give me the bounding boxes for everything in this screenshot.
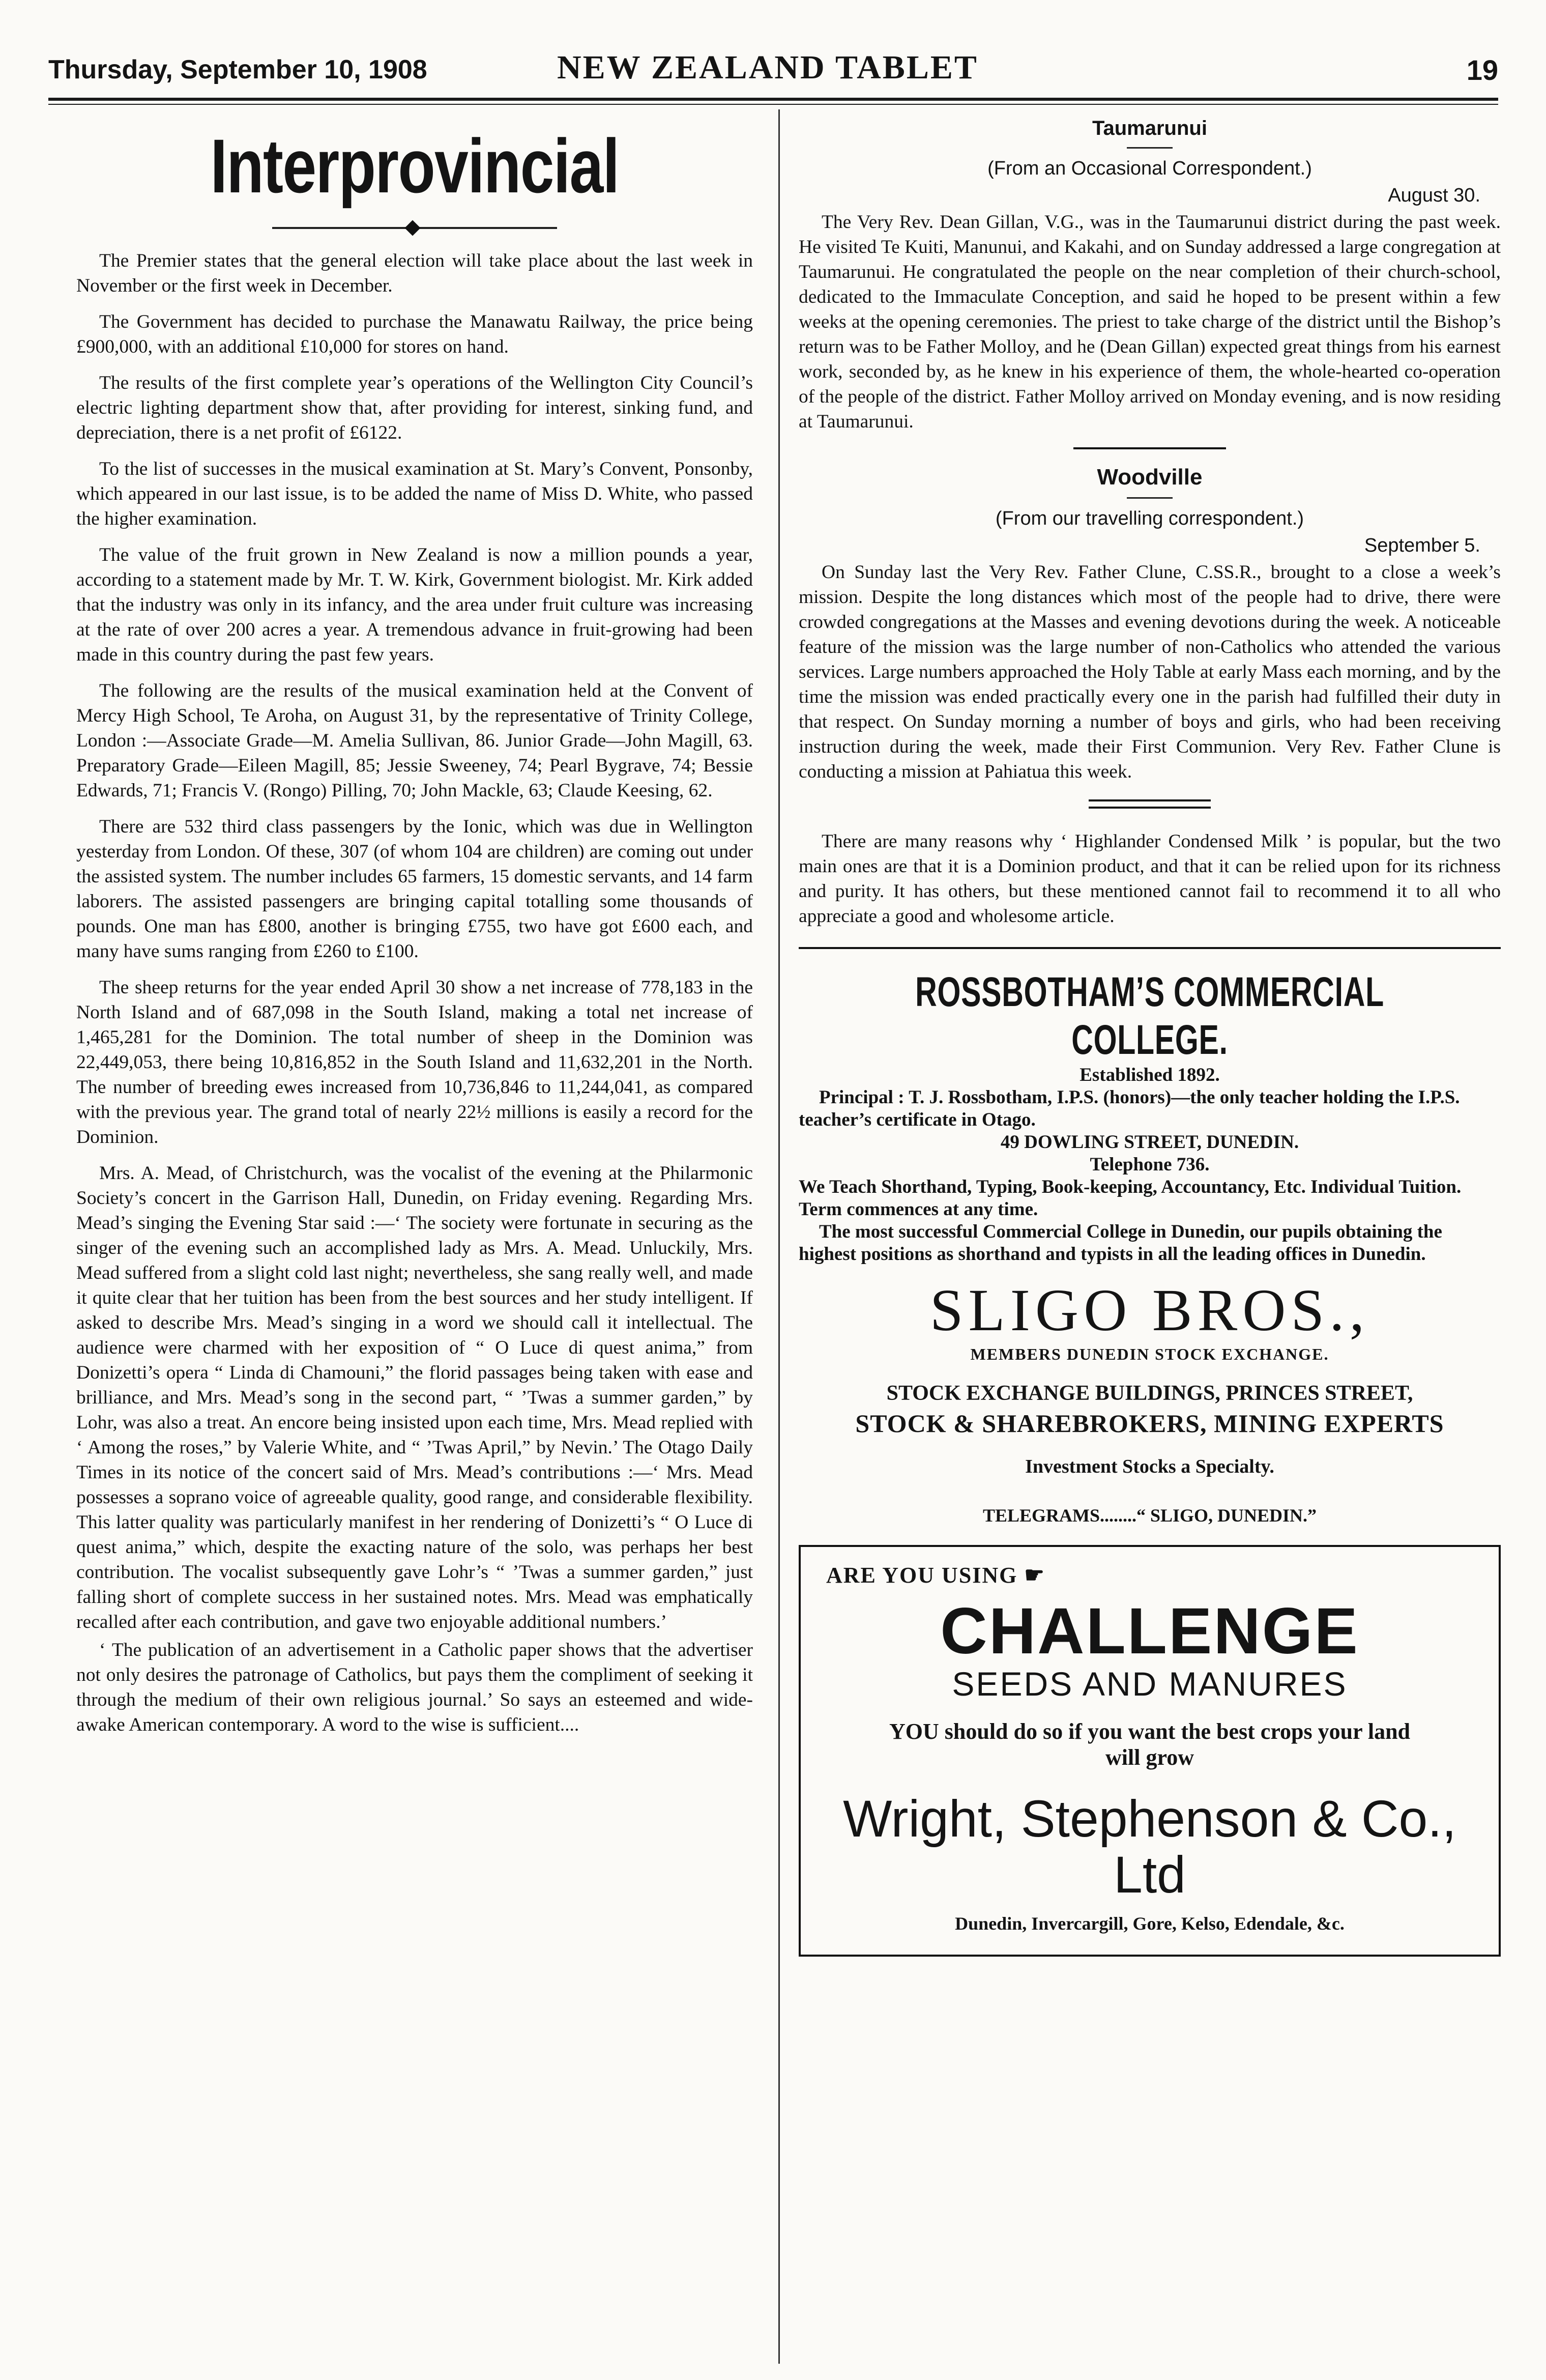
- header-rule: [48, 98, 1498, 101]
- challenge-tagline: YOU should do so if you want the best crops your land: [889, 1719, 1411, 1744]
- news-paragraph: The Government has decided to purchase the Manawatu Railway, the price being £900,000, with an additional £10,000 for stores on hand.: [76, 311, 753, 357]
- header-date: Thursday, September 10, 1908: [48, 55, 427, 84]
- college-established: Established 1892.: [1080, 1065, 1220, 1085]
- ornamental-rule: [272, 220, 557, 236]
- dateline: August 30.: [1388, 185, 1480, 206]
- news-paragraph: The results of the first complete year’s operations of the Wellington City Council’s electric lighting department show that, after providing for interest, sinking fund, and depreciation, there is a net profit of £6122.: [76, 372, 753, 443]
- news-paragraph: On Sunday last the Very Rev. Father Clune, C.SS.R., brought to a close a week’s mission. Despite the long distances which most of the people had to drive, there were crowded congregations at the Masses and evening devotions during the week. A noticeable feature of the mission was the large number of non-Catholics who attended the various services. Large numbers approached the Holy Table at early Mass each morning, and by the time the mission was ended practically every one in the parish had fulfilled their duty in that respect. On Sunday morning a number of boys and girls, who had been receiving instruction during the week, made their First Communion. Very Rev. Father Clune is conducting a mission at Pahiatua this week.: [799, 562, 1501, 782]
- diamond-ornament-icon: [404, 220, 420, 236]
- challenge-locations: Dunedin, Invercargill, Gore, Kelso, Edendale, &c.: [955, 1913, 1345, 1934]
- college-telephone: Telephone 736.: [1090, 1154, 1210, 1175]
- header-rule-thin: [48, 104, 1498, 105]
- short-rule: [1127, 497, 1173, 499]
- correspondent-line: (From an Occasional Correspondent.): [987, 158, 1312, 179]
- page-header: [48, 48, 1498, 94]
- page-number: 19: [1466, 54, 1498, 86]
- sligo-telegrams: TELEGRAMS........“ SLIGO, DUNEDIN.”: [982, 1505, 1317, 1526]
- news-paragraph: The Premier states that the general election will take place about the last week in November or the first week in December.: [76, 250, 753, 296]
- correspondent-line: (From our travelling correspondent.): [995, 508, 1304, 529]
- challenge-advert: [799, 1545, 1501, 1957]
- sligo-investment: Investment Stocks a Specialty.: [1025, 1456, 1274, 1477]
- news-paragraph: The following are the results of the musical examination held at the Convent of Mercy High School, Te Aroha, on August 31, by the representative of Trinity College, London :—Associate Grade—M. Amelia Sullivan, 86. Junior Grade—John Magill, 63. Preparatory Grade—Eileen Magill, 85; Jessie Sweeney, 74; Pearl Bygrave, 74; Bessie Edwards, 71; Francis V. (Rongo) Pilling, 70; John Mackle, 63; Claude Keesing, 62.: [76, 680, 753, 801]
- section-title-taumarunui: Taumarunui: [1092, 117, 1207, 139]
- news-paragraph: There are 532 third class passengers by the Ionic, which was due in Wellington yesterday from London. Of these, 307 (of whom 104 are children) are coming out under the assisted system. The number includes 65 farmers, 15 domestic servants, and 14 farm laborers. The assisted passengers are bringing capital totalling some thousands of pounds. One man has £800, another is bringing £755, two have got £600 each, and many have sums ranging from £260 to £100.: [76, 816, 753, 962]
- sligo-ad-title: SLIGO BROS.,: [929, 1277, 1370, 1343]
- challenge-question: ARE YOU USING ☛: [826, 1563, 1045, 1588]
- challenge-products: SEEDS AND MANURES: [952, 1665, 1348, 1703]
- news-paragraph: The value of the fruit grown in New Zealand is now a million pounds a year, according to a statement made by Mr. T. W. Kirk, Government biologist. Mr. Kirk added that the industry was only in its infancy, and the area under fruit culture was increasing at the rate of over 200 acres a year. A tremendous advance in fruit-growing had been made in this country during the past few years.: [76, 544, 753, 665]
- sligo-buildings: STOCK EXCHANGE BUILDINGS, PRINCES STREET,: [886, 1382, 1413, 1405]
- college-address: 49 DOWLING STREET, DUNEDIN.: [1000, 1132, 1299, 1153]
- news-paragraph: ‘ The publication of an advertisement in a Catholic paper shows that the advertiser not only desires the patronage of Catholics, but pays them the compliment of seeking it through the medium of their own religious journal.’ So says an esteemed and wide-awake American contemporary. A word to the wise is sufficient....: [76, 1640, 753, 1735]
- short-rule: [1127, 147, 1173, 149]
- double-rule: [1089, 799, 1211, 809]
- college-subjects: We Teach Shorthand, Typing, Book-keeping, Accountancy, Etc. Individual Tuition. Term commences at any time.: [799, 1177, 1462, 1220]
- news-paragraph: The Very Rev. Dean Gillan, V.G., was in the Taumarunui district during the past week. He visited Te Kuiti, Manunui, and Kakahi, and on Sunday addressed a large congregation at Taumarunui. He congratulated the people on the near completion of their church-school, dedicated to the Immaculate Conception, and said he hoped to be present within a few weeks at the opening ceremonies. The priest to take charge of the district until the Bishop’s return was to be Father Molloy, and he (Dean Gillan) expected great things from his earnest work, seconded by, as he knew in his experience of them, the whole-hearted co-operation of the people of the district. Father Molloy arrived on Monday evening, and is now residing at Taumarunui.: [799, 212, 1501, 432]
- news-paragraph: The sheep returns for the year ended April 30 show a net increase of 778,183 in the North Island and of 687,098 in the South Island, making a total net increase of 1,465,281 for the Dominion. The total number of sheep in the Dominion was 22,449,053, there being 10,816,852 in the South Island and 11,632,201 in the North. The number of breeding ewes increased from 10,736,846 to 11,244,041, as compared with the previous year. The grand total of nearly 22½ millions is easily a record for the Dominion.: [76, 977, 753, 1148]
- news-paragraph: To the list of successes in the musical examination at St. Mary’s Convent, Ponsonby, which appeared in our last issue, is to be added the name of Miss D. White, who passed the higher examination.: [76, 458, 753, 529]
- college-ad-title: ROSSBOTHAM’S COMMERCIAL COLLEGE.: [915, 969, 1384, 1063]
- separator-rule: [1073, 447, 1226, 449]
- challenge-brand: CHALLENGE: [940, 1595, 1359, 1668]
- dateline: September 5.: [1364, 535, 1480, 556]
- right-column: [799, 117, 1501, 1957]
- milk-notice: There are many reasons why ‘ Highlander Condensed Milk ’ is popular, but the two main ones are that it is a Dominion product, and that it can be relied upon for its richness and purity. It has others, but these mentioned cannot fail to recommend it to all who appreciate a good and wholesome article.: [799, 831, 1501, 927]
- news-paragraph: Mrs. A. Mead, of Christchurch, was the vocalist of the evening at the Philarmonic Society’s concert in the Garrison Hall, Dunedin, on Friday evening. Regarding Mrs. Mead’s singing the Evening Star said :—‘ The society were fortunate in securing as the singer of the evening such an accomplished lady as Mrs. A. Mead. Unluckily, Mrs. Mead suffered from a slight cold last night; nevertheless, she sang really well, and made it quite clear that her tuition has been from the best sources and her study intelligent. If asked to describe Mrs. Mead’s singing in a word we should call it intellectual. The audience were charmed with her exposition of “ O Luce di quest anima,” from Donizetti’s opera “ Linda di Chamouni,” the florid passages being taken with ease and brilliance, and Mrs. Mead’s song in the second part, “ ’Twas a summer garden,” by Lohr, was also a treat. An encore being insisted upon each time, Mrs. Mead replied with ‘ Among the roses,” by Valerie White, and “ ’Twas April,” by Nevin.’ The Otago Daily Times in its notice of the concert said of Mrs. Mead’s contributions :—‘ Mrs. Mead possesses a soprano voice of agreeable quality, good range, and considerable flexibility. This latter quality was particularly manifest in her rendering of Donizetti’s “ O Luce di quest anima,” which, despite the exacting nature of the solo, was perhaps her best contribution. The vocalist subsequently gave Lohr’s “ ’Twas a summer garden,” just falling short of complete success in her sustained notes. Mrs. Mead was emphatically recalled after each contribution, and gave two enjoyable additional numbers.’: [76, 1163, 753, 1632]
- college-principal: Principal : T. J. Rossbotham, I.P.S. (honors)—the only teacher holding the I.P.S. teacher’s certificate in Otago.: [799, 1087, 1460, 1130]
- challenge-firm: Wright, Stephenson & Co., Ltd: [843, 1790, 1456, 1904]
- challenge-tagline-2: will grow: [1105, 1745, 1194, 1770]
- section-title-woodville: Woodville: [1097, 465, 1203, 490]
- section-title-interprovincial: Interprovincial: [210, 123, 619, 209]
- column-divider: [778, 109, 780, 2364]
- sligo-experts: STOCK & SHAREBROKERS, MINING EXPERTS: [855, 1409, 1444, 1438]
- masthead-title: NEW ZEALAND TABLET: [557, 49, 978, 86]
- left-column: [76, 122, 753, 1737]
- sligo-members: MEMBERS DUNEDIN STOCK EXCHANGE.: [970, 1345, 1329, 1363]
- advert-rule: [799, 947, 1501, 949]
- college-success: The most successful Commercial College in Dunedin, our pupils obtaining the highest positions as shorthand and typists in all the leading offices in Dunedin.: [799, 1221, 1442, 1265]
